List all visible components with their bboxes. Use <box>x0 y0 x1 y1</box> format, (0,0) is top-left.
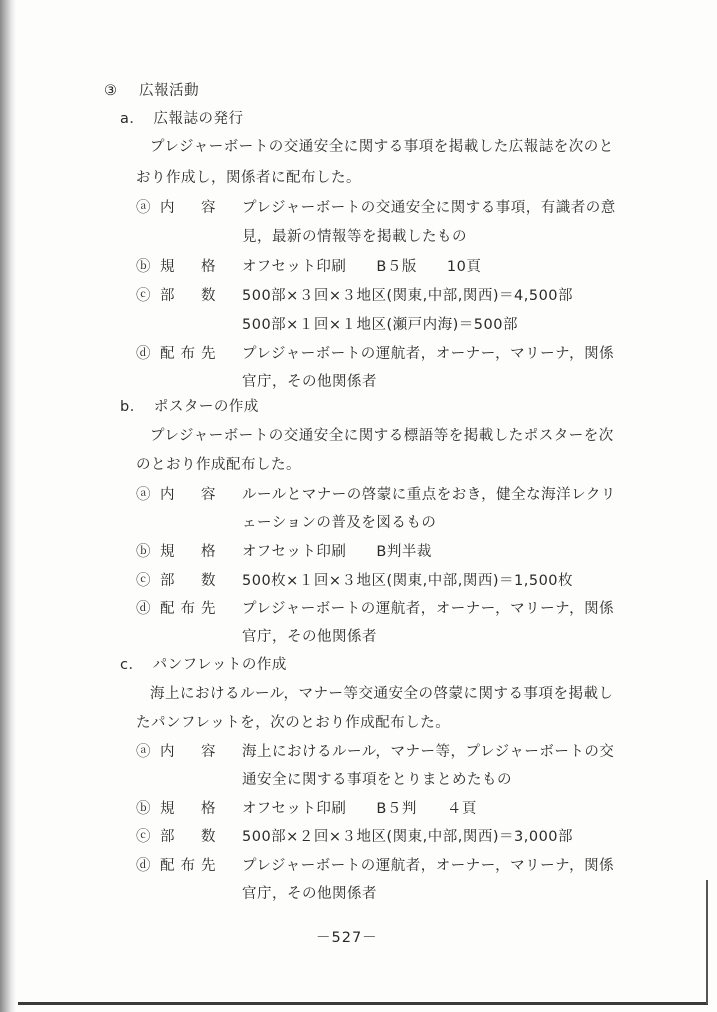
item-value-line: ルールとマナーの啓蒙に重点をおき，健全な海洋レクリ <box>242 487 616 503</box>
item-label-spec: 規 格 <box>160 801 222 817</box>
item-label-copies: 部 数 <box>160 573 222 589</box>
subsection-b-intro-line: のとおり作成配布した。 <box>136 457 301 473</box>
page-right-edge <box>706 880 708 1004</box>
item-value-line: プレジャーボートの運航者，オーナー，マリーナ，関係 <box>242 346 615 362</box>
item-marker: ⓐ <box>136 200 151 216</box>
item-value-line: オフセット印刷 B５版 10頁 <box>242 259 482 275</box>
subsection-b-heading <box>120 398 259 416</box>
item-value-line: プレジャーボートの交通安全に関する事項，有識者の意 <box>242 200 616 216</box>
item-marker: ⓓ <box>136 858 151 874</box>
item-marker: ⓐ <box>136 744 151 760</box>
item-marker: ⓑ <box>136 259 151 275</box>
item-value-line: オフセット印刷 B判半裁 <box>242 544 432 560</box>
page-bottom-edge <box>18 1002 708 1005</box>
subsection-c-heading <box>120 656 287 674</box>
item-marker: ⓓ <box>136 601 151 617</box>
item-value-line: 通安全に関する事項をとりまとめたもの <box>242 772 512 788</box>
subsection-a-marker: a． <box>120 111 145 127</box>
subsection-b-title: ポスターの作成 <box>153 399 259 415</box>
item-label-content: 内 容 <box>160 744 222 760</box>
item-label-content: 内 容 <box>160 487 222 503</box>
heading-marker: ③ <box>104 83 118 99</box>
subsection-a-heading <box>120 110 244 128</box>
item-marker: ⓒ <box>136 573 151 589</box>
item-label-copies: 部 数 <box>160 288 222 304</box>
subsection-b-marker: b． <box>120 399 145 415</box>
item-label-content: 内 容 <box>160 200 222 216</box>
item-value-line: 官庁，その他関係者 <box>242 886 377 902</box>
subsection-a-title: 広報誌の発行 <box>153 111 244 127</box>
item-value-line: 500部×３回×３地区(関東,中部,関西)＝4,500部 <box>242 288 574 304</box>
subsection-c-marker: c． <box>120 657 144 673</box>
item-value-line: 官庁，その他関係者 <box>242 374 377 390</box>
subsection-b-intro-line: プレジャーボートの交通安全に関する標語等を掲載したポスターを次 <box>150 428 614 444</box>
item-value-line: オフセット印刷 B５判 ４頁 <box>242 801 477 817</box>
item-label-copies: 部 数 <box>160 829 222 845</box>
subsection-c-intro-line: 海上におけるルール，マナー等交通安全の啓蒙に関する事項を掲載し <box>150 686 614 702</box>
item-value-line: 500部×２回×３地区(関東,中部,関西)＝3,000部 <box>242 829 574 845</box>
item-label-distribution: 配布先 <box>160 601 222 617</box>
item-value-line: ェーションの普及を図るもの <box>242 515 437 531</box>
heading-title: 広報活動 <box>139 83 200 99</box>
item-label-distribution: 配布先 <box>160 346 222 362</box>
item-value-line: 500枚×１回×３地区(関東,中部,関西)＝1,500枚 <box>242 573 574 589</box>
item-label-spec: 規 格 <box>160 259 222 275</box>
item-value-line: プレジャーボートの運航者，オーナー，マリーナ，関係 <box>242 601 615 617</box>
subsection-a-intro-line: プレジャーボートの交通安全に関する事項を掲載した広報誌を次のと <box>150 139 614 155</box>
section-heading <box>104 82 199 100</box>
item-label-spec: 規 格 <box>160 544 222 560</box>
item-value-line: 500部×１回×１地区(瀬戸内海)＝500部 <box>242 317 518 333</box>
item-value-line: 見，最新の情報等を掲載したもの <box>242 229 467 245</box>
scan-binding-shadow <box>0 0 16 1012</box>
subsection-c-intro-line: たパンフレットを，次のとおり作成配布した。 <box>136 715 451 731</box>
item-value-line: 海上におけるルール，マナー等，プレジャーボートの交 <box>242 744 615 760</box>
item-marker: ⓒ <box>136 829 151 845</box>
item-marker: ⓐ <box>136 487 151 503</box>
item-label-distribution: 配布先 <box>160 858 222 874</box>
item-marker: ⓑ <box>136 544 151 560</box>
item-marker: ⓓ <box>136 346 151 362</box>
item-marker: ⓒ <box>136 288 151 304</box>
page-number: －527－ <box>316 930 378 946</box>
subsection-c-title: パンフレットの作成 <box>152 657 287 673</box>
item-marker: ⓑ <box>136 801 151 817</box>
item-value-line: 官庁，その他関係者 <box>242 629 377 645</box>
subsection-a-intro-line: おり作成し，関係者に配布した。 <box>136 170 361 186</box>
item-value-line: プレジャーボートの運航者，オーナー，マリーナ，関係 <box>242 858 615 874</box>
